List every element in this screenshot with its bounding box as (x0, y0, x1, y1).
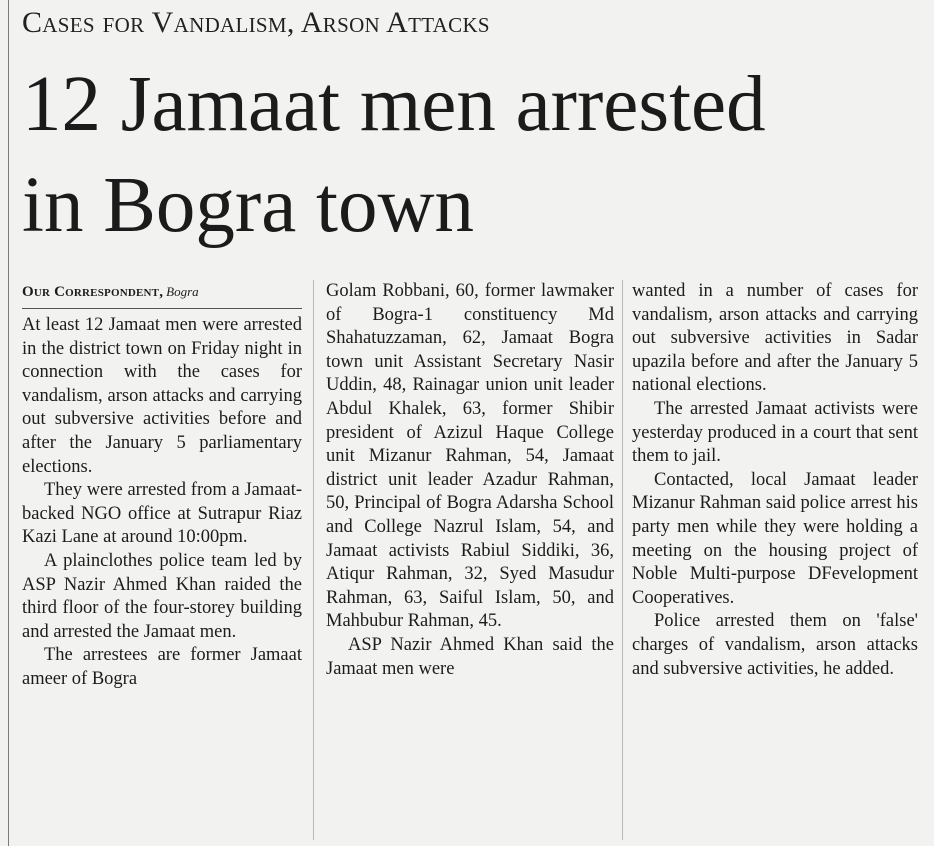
article-column-1 (22, 280, 302, 692)
byline-name: Our Correspondent, (22, 284, 164, 300)
paragraph: A plainclothes police team led by ASP Nazir Ahmed Khan raided the third floor of the four-storey building and arrested the Jamaat men. (22, 550, 302, 642)
paragraph: Contacted, local Jamaat leader Mizanur Rahman said police arrest his party men while they were holding a meeting on the housing project of Noble Multi-purpose DFevelopment Cooperatives. (632, 469, 918, 608)
article-column-2 (326, 280, 614, 681)
column-divider (622, 280, 623, 840)
paragraph: Police arrested them on 'false' charges of vandalism, arson attacks and subversive activities, he added. (632, 611, 918, 679)
article-column-3 (632, 280, 918, 681)
byline-place: Bogra (166, 284, 199, 299)
column-divider (313, 280, 314, 840)
paragraph: They were arrested from a Jamaat-backed NGO office at Sutrapur Riaz Kazi Lane at around 10:00pm. (22, 480, 302, 548)
kicker: Cases for Vandalism, Arson Attacks (22, 6, 490, 39)
headline-line-2: in Bogra town (22, 162, 475, 249)
paragraph: Golam Robbani, 60, former lawmaker of Bogra-1 constituency Md Shahatuzzaman, 62, Jamaat Bogra town unit Assistant Secretary Nasir Uddin, 48, Rainagar union unit leader Abdul Khalek, 63, former Shibir president of Azizul Haque College unit Mizanur Rahman, 54, Jamaat district unit leader Azadur Rahman, 50, Principal of Bogra Adarsha School and College Nazrul Islam, 54, and Jamaat activists Rabiul Siddiki, 36, Atiqur Rahman, 32, Syed Masudur Rahman, 63, Saiful Islam, 50, and Mahbubur Rahman, 45. (326, 281, 614, 632)
headline (22, 54, 927, 256)
paragraph: The arrested Jamaat activists were yesterday produced in a court that sent them to jail. (632, 398, 918, 467)
paragraph: At least 12 Jamaat men were arrested in the district town on Friday night in connection with the cases for vandalism, arson attacks and carrying out subversive activities before and after the January 5 parliamentary elections. (22, 315, 302, 477)
left-column-rule (8, 0, 9, 846)
paragraph: ASP Nazir Ahmed Khan said the Jamaat men were (326, 634, 614, 679)
byline (22, 280, 302, 309)
paragraph: The arrestees are former Jamaat ameer of Bogra (22, 645, 302, 689)
headline-line-1: 12 Jamaat men arrested (22, 61, 766, 148)
paragraph: wanted in a number of cases for vandalism, arson attacks and carrying out subversive activities in Sadar upazila before and after the January 5 national elections. (632, 281, 918, 396)
